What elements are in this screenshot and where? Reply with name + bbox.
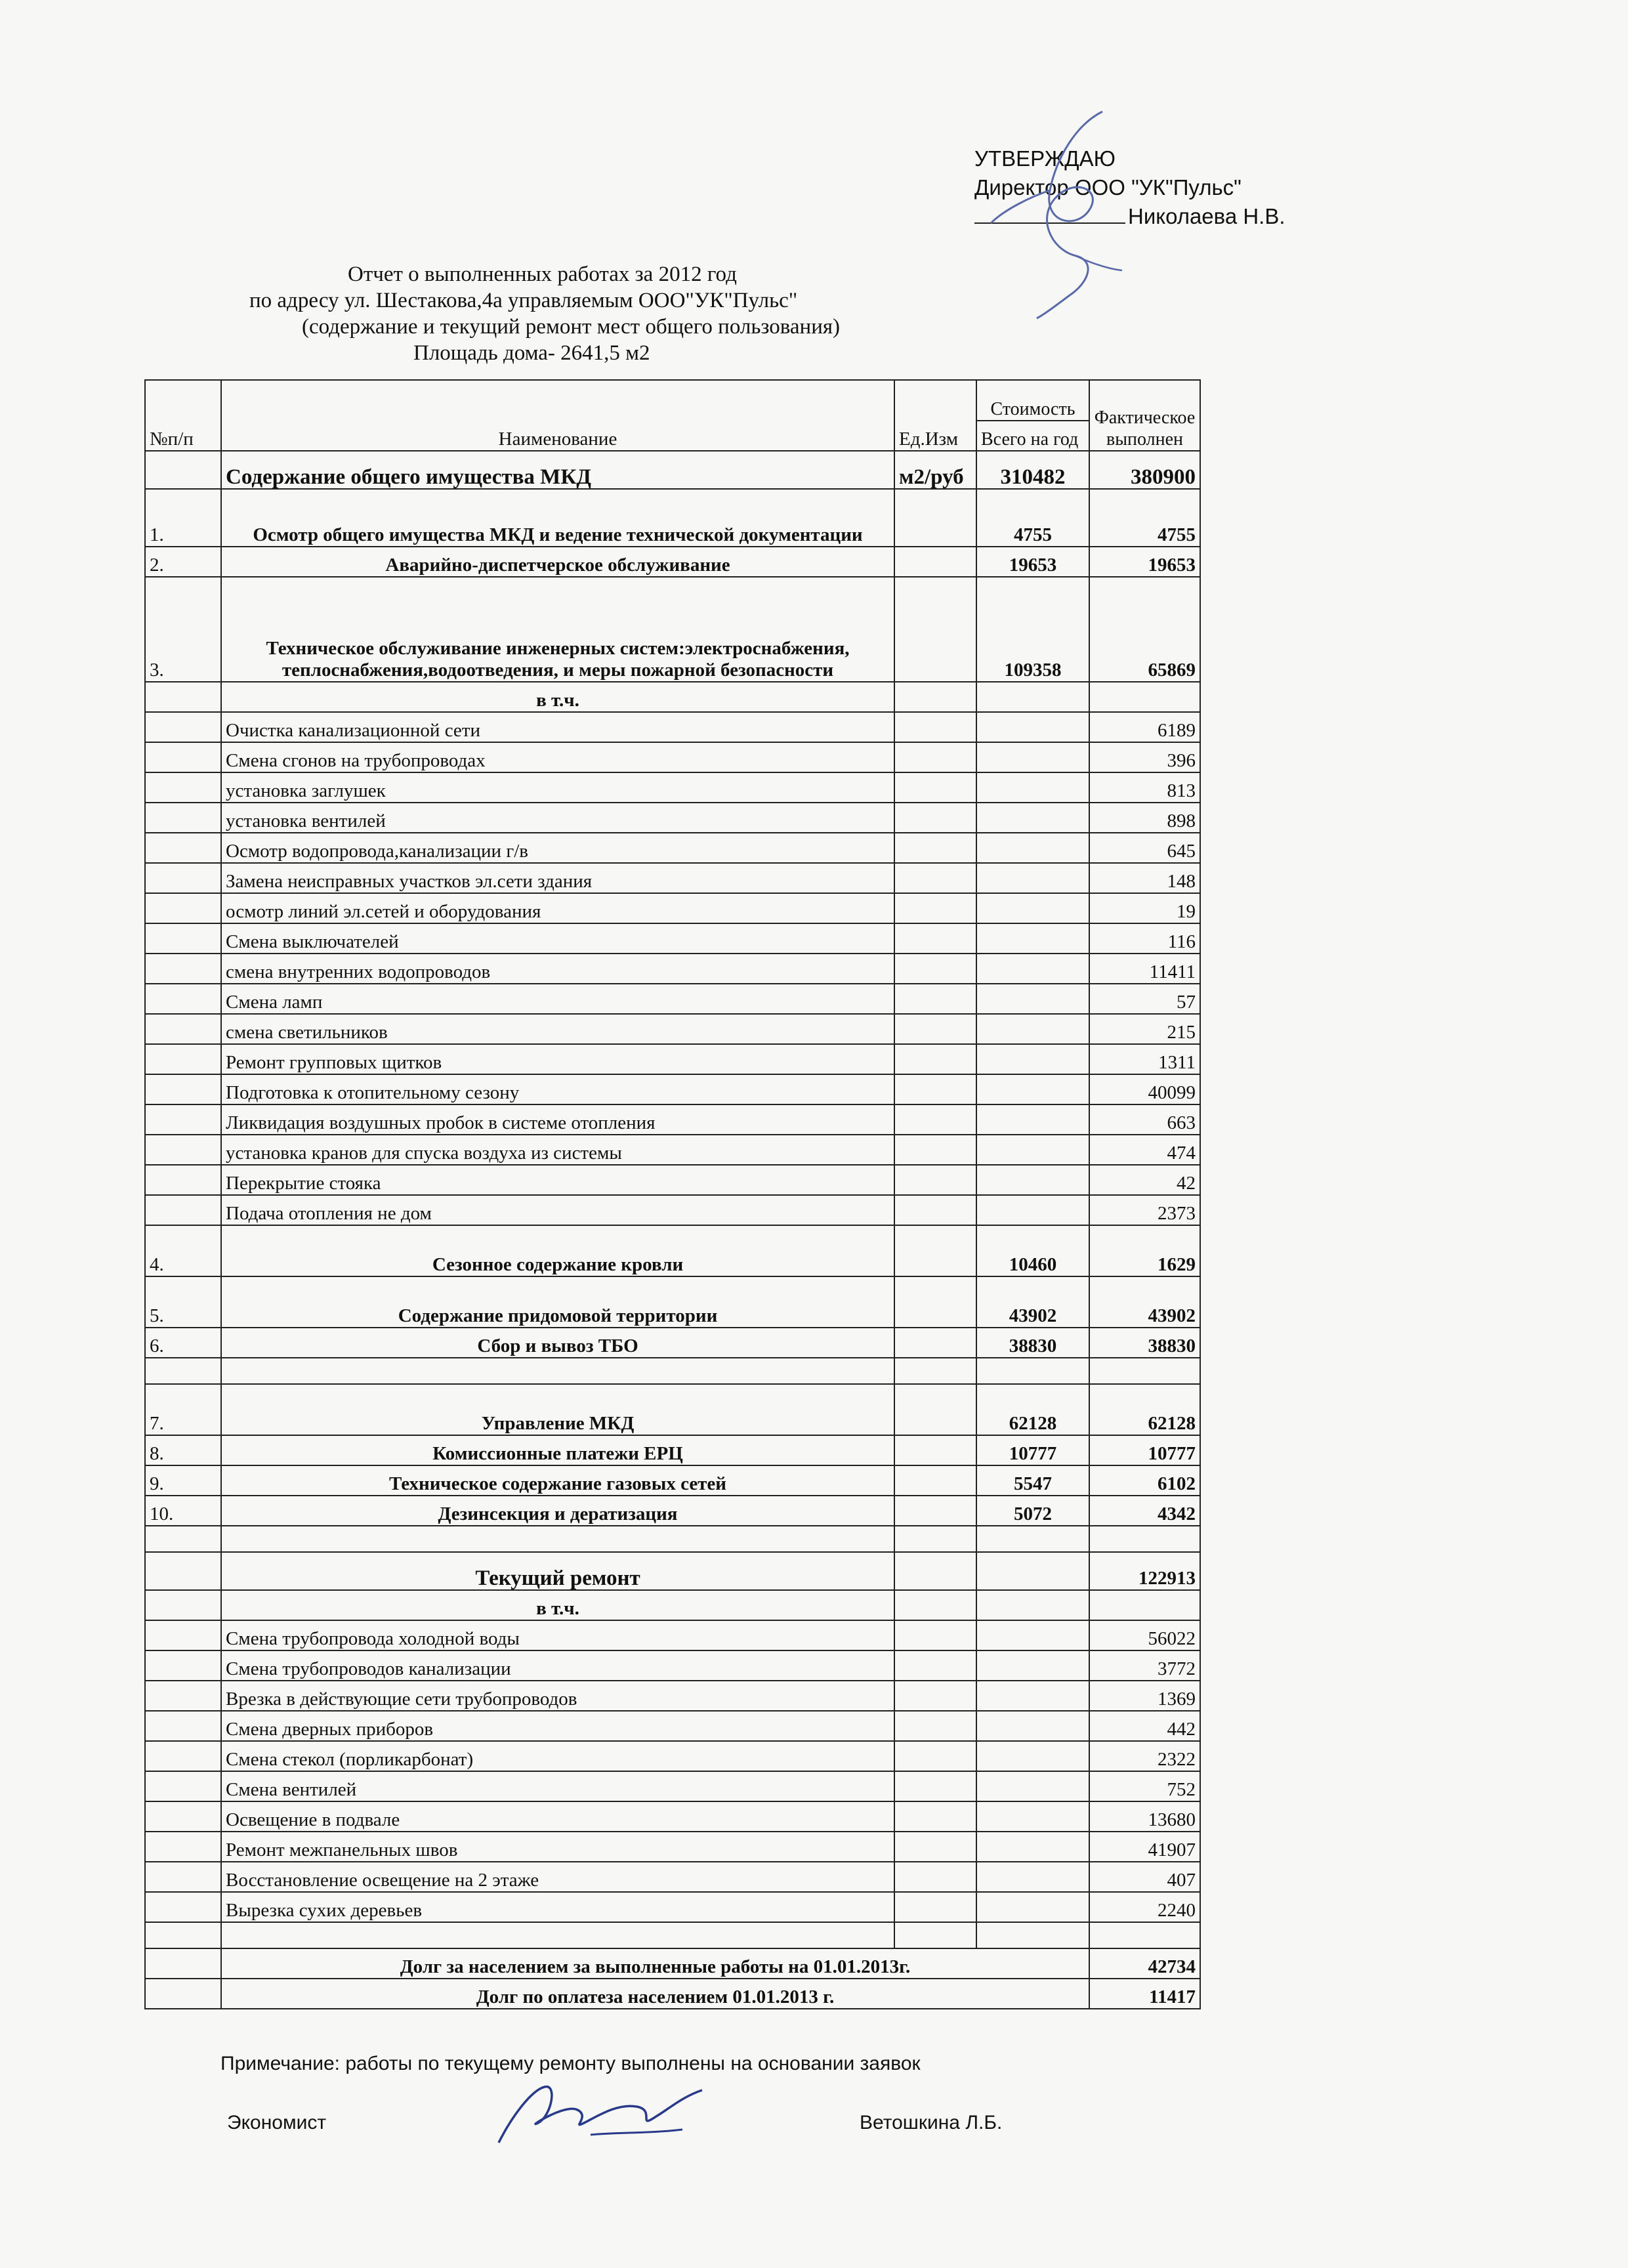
sub-item-unit — [894, 742, 976, 772]
sub-item-fact: 1369 — [1089, 1681, 1200, 1711]
header-cost: Стоимость — [976, 380, 1089, 421]
sub-item-num — [145, 1135, 221, 1165]
item-row — [145, 1276, 1200, 1328]
item-unit — [894, 1496, 976, 1526]
item-fact: 19653 — [1089, 547, 1200, 577]
debt-name: Долг по оплатеза населением 01.01.2013 г. — [221, 1979, 1089, 2009]
item-fact: 4755 — [1089, 489, 1200, 547]
item-num: 1. — [145, 489, 221, 547]
signoff-name: Ветошкина Л.Б. — [860, 2112, 1003, 2133]
sub-item-fact: 1311 — [1089, 1044, 1200, 1074]
sub-item-num — [145, 1074, 221, 1104]
sub-item-row — [145, 712, 1200, 742]
sub-item-name: Смена вентилей — [221, 1771, 894, 1801]
sub-item-name: Ремонт межпанельных швов — [221, 1832, 894, 1862]
item-fact: 6102 — [1089, 1465, 1200, 1496]
item-name: Комиссионные платежи ЕРЦ — [221, 1435, 894, 1465]
item-row — [145, 1225, 1200, 1276]
sub-item-fact: 41907 — [1089, 1832, 1200, 1862]
item-unit — [894, 547, 976, 577]
item-name: Управление МКД — [221, 1384, 894, 1435]
sub-item-plan — [976, 1711, 1089, 1741]
item-fact: 65869 — [1089, 577, 1200, 682]
sub-item-unit — [894, 863, 976, 893]
blank-cell — [221, 1358, 894, 1384]
item-name: Аварийно-диспетчерское обслуживание — [221, 547, 894, 577]
sub-item-num — [145, 984, 221, 1014]
sub-item-fact: 148 — [1089, 863, 1200, 893]
item-name: Техническое обслуживание инженерных систем:электроснабжения, теплоснабжения,водоотведения, и меры пожарной безопасности — [221, 577, 894, 682]
item-num: 2. — [145, 547, 221, 577]
sub-item-name: Подача отопления не дом — [221, 1195, 894, 1225]
sub-item-row — [145, 1832, 1200, 1862]
sub-item-name: Смена сгонов на трубопроводах — [221, 742, 894, 772]
sub-item-row — [145, 1074, 1200, 1104]
sub-item-unit — [894, 1832, 976, 1862]
sub-item-plan — [976, 984, 1089, 1014]
sub-item-fact: 3772 — [1089, 1650, 1200, 1681]
sub-item-name: Врезка в действующие сети трубопроводов — [221, 1681, 894, 1711]
incl-plan — [976, 682, 1089, 712]
sub-item-row — [145, 1650, 1200, 1681]
sub-item-unit — [894, 923, 976, 954]
sub-item-unit — [894, 1014, 976, 1044]
blank-cell — [1089, 1358, 1200, 1384]
item-plan: 62128 — [976, 1384, 1089, 1435]
sub-item-fact: 645 — [1089, 833, 1200, 863]
sub-item-num — [145, 863, 221, 893]
director-signature — [978, 98, 1129, 322]
sub-item-num — [145, 1650, 221, 1681]
sub-item-name: Освещение в подвале — [221, 1801, 894, 1832]
sub-item-name: Вырезка сухих деревьев — [221, 1892, 894, 1922]
item-fact: 10777 — [1089, 1435, 1200, 1465]
blank-cell — [894, 1526, 976, 1552]
sub-item-num — [145, 1801, 221, 1832]
sub-item-unit — [894, 772, 976, 803]
sub-item-name: Восстановление освещение на 2 этаже — [221, 1862, 894, 1892]
sub-item-unit — [894, 1044, 976, 1074]
sub-item-plan — [976, 1892, 1089, 1922]
sub-item-name: Подготовка к отопительному сезону — [221, 1074, 894, 1104]
sub-item-unit — [894, 1771, 976, 1801]
header-plan: Всего на год — [976, 421, 1089, 451]
item-unit — [894, 577, 976, 682]
blank-row — [145, 1358, 1200, 1384]
sub-item-unit — [894, 893, 976, 923]
item-plan: 109358 — [976, 577, 1089, 682]
item-plan: 38830 — [976, 1328, 1089, 1358]
sub-item-fact: 57 — [1089, 984, 1200, 1014]
item-row — [145, 1328, 1200, 1358]
sub-item-name: Смена ламп — [221, 984, 894, 1014]
sub-item-unit — [894, 1892, 976, 1922]
sub-item-num — [145, 1620, 221, 1650]
item-name: Содержание придомовой территории — [221, 1276, 894, 1328]
sub-item-row — [145, 1801, 1200, 1832]
sub-item-unit — [894, 1620, 976, 1650]
sub-item-unit — [894, 1741, 976, 1771]
item-name: Дезинсекция и дератизация — [221, 1496, 894, 1526]
item-plan: 10777 — [976, 1435, 1089, 1465]
approval-position: Директор ООО "УК"Пульс" — [974, 175, 1242, 200]
incl-num — [145, 682, 221, 712]
main-row-unit: м2/руб — [894, 451, 976, 489]
approval-title: УТВЕРЖДАЮ — [974, 146, 1116, 171]
sub-item-plan — [976, 803, 1089, 833]
item-row — [145, 1465, 1200, 1496]
sub-item-plan — [976, 1650, 1089, 1681]
blank-cell — [976, 1358, 1089, 1384]
sub-item-name: Смена дверных приборов — [221, 1711, 894, 1741]
sub-item-fact: 663 — [1089, 1104, 1200, 1135]
economist-signature — [486, 2077, 709, 2149]
sub-item-row — [145, 742, 1200, 772]
header-fact: Фактическое выполнен — [1089, 380, 1200, 451]
sub-item-name: Смена стекол (порликарбонат) — [221, 1741, 894, 1771]
incl-unit — [894, 1590, 976, 1620]
sub-item-row — [145, 1620, 1200, 1650]
table-header-row-1 — [145, 380, 1200, 421]
incl-plan — [976, 1590, 1089, 1620]
sub-item-row — [145, 1044, 1200, 1074]
sub-item-row — [145, 833, 1200, 863]
blank-cell — [221, 1526, 894, 1552]
sub-item-unit — [894, 1681, 976, 1711]
sub-item-row — [145, 1195, 1200, 1225]
sub-item-unit — [894, 984, 976, 1014]
signoff-position: Экономист — [227, 2112, 327, 2133]
sub-item-row — [145, 1681, 1200, 1711]
sub-item-plan — [976, 1104, 1089, 1135]
report-area: Площадь дома- 2641,5 м2 — [413, 341, 650, 365]
sub-item-row — [145, 1165, 1200, 1195]
sub-item-fact: 215 — [1089, 1014, 1200, 1044]
item-unit — [894, 1328, 976, 1358]
blank-cell — [976, 1922, 1089, 1948]
sub-item-name: Смена выключателей — [221, 923, 894, 954]
sub-item-plan — [976, 1135, 1089, 1165]
sub-item-plan — [976, 742, 1089, 772]
sub-item-num — [145, 1771, 221, 1801]
debt-num — [145, 1979, 221, 2009]
item-name: Осмотр общего имущества МКД и ведение технической документации — [221, 489, 894, 547]
sub-item-plan — [976, 1014, 1089, 1044]
sub-item-num — [145, 1165, 221, 1195]
sub-item-plan — [976, 1195, 1089, 1225]
sub-item-name: установка кранов для спуска воздуха из системы — [221, 1135, 894, 1165]
incl-label: в т.ч. — [221, 1590, 894, 1620]
sub-item-fact: 40099 — [1089, 1074, 1200, 1104]
item-unit — [894, 1465, 976, 1496]
sub-item-num — [145, 1681, 221, 1711]
sub-item-unit — [894, 1165, 976, 1195]
sub-item-plan — [976, 833, 1089, 863]
main-row-fact: 380900 — [1089, 451, 1200, 489]
item-num: 3. — [145, 577, 221, 682]
item-num: 9. — [145, 1465, 221, 1496]
sub-item-name: Замена неисправных участков эл.сети здания — [221, 863, 894, 893]
sub-item-name: Смена трубопроводов канализации — [221, 1650, 894, 1681]
debt-num — [145, 1948, 221, 1979]
repair-plan — [976, 1552, 1089, 1590]
repair-fact: 122913 — [1089, 1552, 1200, 1590]
report-table — [144, 379, 1201, 2009]
repair-name: Текущий ремонт — [221, 1552, 894, 1590]
sub-item-name: Осмотр водопровода,канализации г/в — [221, 833, 894, 863]
sub-item-row — [145, 1862, 1200, 1892]
header-name: Наименование — [221, 380, 894, 451]
header-num: №п/п — [145, 380, 221, 451]
item-unit — [894, 1384, 976, 1435]
sub-item-num — [145, 954, 221, 984]
sub-item-row — [145, 954, 1200, 984]
sub-item-name: Ликвидация воздушных пробок в системе отопления — [221, 1104, 894, 1135]
footnote: Примечание: работы по текущему ремонту выполнены на основании заявок — [220, 2053, 921, 2074]
sub-item-row — [145, 923, 1200, 954]
sub-item-fact: 407 — [1089, 1862, 1200, 1892]
report-address: по адресу ул. Шестакова,4а управляемым ООО"УК"Пульс" — [249, 289, 798, 312]
sub-item-unit — [894, 1135, 976, 1165]
item-name: Сезонное содержание кровли — [221, 1225, 894, 1276]
item-plan: 5547 — [976, 1465, 1089, 1496]
sub-item-num — [145, 803, 221, 833]
approval-name: Николаева Н.В. — [1128, 204, 1285, 228]
blank-cell — [145, 1922, 221, 1948]
sub-item-name: Смена трубопровода холодной воды — [221, 1620, 894, 1650]
sub-item-fact: 2373 — [1089, 1195, 1200, 1225]
item-unit — [894, 489, 976, 547]
sub-item-num — [145, 893, 221, 923]
item-fact: 62128 — [1089, 1384, 1200, 1435]
blank-cell — [145, 1526, 221, 1552]
sub-item-num — [145, 833, 221, 863]
item-plan: 5072 — [976, 1496, 1089, 1526]
blank-cell — [221, 1922, 894, 1948]
sub-item-num — [145, 1104, 221, 1135]
item-name: Техническое содержание газовых сетей — [221, 1465, 894, 1496]
main-row — [145, 451, 1200, 489]
sub-item-plan — [976, 1074, 1089, 1104]
blank-cell — [1089, 1526, 1200, 1552]
sub-item-fact: 442 — [1089, 1711, 1200, 1741]
item-plan: 4755 — [976, 489, 1089, 547]
blank-cell — [894, 1922, 976, 1948]
sub-item-num — [145, 742, 221, 772]
item-num: 7. — [145, 1384, 221, 1435]
item-row — [145, 1435, 1200, 1465]
report-header — [249, 261, 840, 366]
sub-item-unit — [894, 1862, 976, 1892]
main-row-plan: 310482 — [976, 451, 1089, 489]
debt-name: Долг за населением за выполненные работы на 01.01.2013г. — [221, 1948, 1089, 1979]
sub-item-plan — [976, 954, 1089, 984]
item-name: Сбор и вывоз ТБО — [221, 1328, 894, 1358]
sub-item-unit — [894, 1074, 976, 1104]
sub-item-num — [145, 1044, 221, 1074]
item-num: 10. — [145, 1496, 221, 1526]
item-row — [145, 489, 1200, 547]
sub-item-plan — [976, 772, 1089, 803]
item-num: 4. — [145, 1225, 221, 1276]
blank-row — [145, 1526, 1200, 1552]
sub-item-num — [145, 1741, 221, 1771]
sub-item-name: смена внутренних водопроводов — [221, 954, 894, 984]
sub-item-plan — [976, 863, 1089, 893]
blank-cell — [1089, 1922, 1200, 1948]
sub-item-unit — [894, 803, 976, 833]
incl-row — [145, 1590, 1200, 1620]
incl-label: в т.ч. — [221, 682, 894, 712]
sub-item-num — [145, 772, 221, 803]
sub-item-plan — [976, 893, 1089, 923]
sub-item-plan — [976, 1044, 1089, 1074]
debt-fact: 42734 — [1089, 1948, 1200, 1979]
sub-item-fact: 2322 — [1089, 1741, 1200, 1771]
sub-item-unit — [894, 1195, 976, 1225]
sub-item-row — [145, 772, 1200, 803]
sub-item-fact: 42 — [1089, 1165, 1200, 1195]
sub-item-plan — [976, 1681, 1089, 1711]
sub-item-name: смена светильников — [221, 1014, 894, 1044]
sub-item-num — [145, 1862, 221, 1892]
sub-item-num — [145, 1711, 221, 1741]
sub-item-name: установка заглушек — [221, 772, 894, 803]
sub-item-fact: 474 — [1089, 1135, 1200, 1165]
sub-item-row — [145, 1892, 1200, 1922]
sub-item-plan — [976, 1801, 1089, 1832]
debt-fact: 11417 — [1089, 1979, 1200, 2009]
debt-row — [145, 1979, 1200, 2009]
sub-item-row — [145, 1711, 1200, 1741]
sub-item-row — [145, 984, 1200, 1014]
item-fact: 1629 — [1089, 1225, 1200, 1276]
sub-item-unit — [894, 833, 976, 863]
sub-item-unit — [894, 1650, 976, 1681]
sub-item-fact: 6189 — [1089, 712, 1200, 742]
blank-cell — [976, 1526, 1089, 1552]
sub-item-plan — [976, 712, 1089, 742]
repair-row — [145, 1552, 1200, 1590]
sub-item-fact: 396 — [1089, 742, 1200, 772]
report-scope: (содержание и текущий ремонт мест общего пользования) — [302, 315, 841, 339]
sub-item-row — [145, 1014, 1200, 1044]
sub-item-row — [145, 803, 1200, 833]
item-num: 5. — [145, 1276, 221, 1328]
sub-item-unit — [894, 712, 976, 742]
item-unit — [894, 1435, 976, 1465]
item-row — [145, 1496, 1200, 1526]
sub-item-unit — [894, 1711, 976, 1741]
sub-item-num — [145, 1832, 221, 1862]
sub-item-name: установка вентилей — [221, 803, 894, 833]
item-row — [145, 1384, 1200, 1435]
sub-item-row — [145, 1104, 1200, 1135]
sub-item-name: осмотр линий эл.сетей и оборудования — [221, 893, 894, 923]
item-fact: 38830 — [1089, 1328, 1200, 1358]
header-unit: Ед.Изм — [894, 380, 976, 451]
item-fact: 4342 — [1089, 1496, 1200, 1526]
sub-item-fact: 752 — [1089, 1771, 1200, 1801]
item-plan: 19653 — [976, 547, 1089, 577]
sub-item-fact: 116 — [1089, 923, 1200, 954]
sub-item-plan — [976, 1862, 1089, 1892]
item-plan: 10460 — [976, 1225, 1089, 1276]
sub-item-unit — [894, 1801, 976, 1832]
item-num: 6. — [145, 1328, 221, 1358]
item-row — [145, 547, 1200, 577]
report-title: Отчет о выполненных работах за 2012 год — [348, 262, 737, 286]
item-num: 8. — [145, 1435, 221, 1465]
sub-item-fact: 11411 — [1089, 954, 1200, 984]
sub-item-name: Перекрытие стояка — [221, 1165, 894, 1195]
blank-row — [145, 1922, 1200, 1948]
sub-item-fact: 19 — [1089, 893, 1200, 923]
sub-item-row — [145, 1135, 1200, 1165]
sub-item-num — [145, 1014, 221, 1044]
sub-item-unit — [894, 1104, 976, 1135]
blank-cell — [894, 1358, 976, 1384]
incl-unit — [894, 682, 976, 712]
sub-item-name: Очистка канализационной сети — [221, 712, 894, 742]
repair-num — [145, 1552, 221, 1590]
item-fact: 43902 — [1089, 1276, 1200, 1328]
repair-unit — [894, 1552, 976, 1590]
incl-fact — [1089, 1590, 1200, 1620]
item-unit — [894, 1276, 976, 1328]
sub-item-fact: 813 — [1089, 772, 1200, 803]
sub-item-num — [145, 712, 221, 742]
sub-item-row — [145, 1741, 1200, 1771]
sub-item-row — [145, 893, 1200, 923]
blank-cell — [145, 1358, 221, 1384]
incl-num — [145, 1590, 221, 1620]
sub-item-plan — [976, 1165, 1089, 1195]
item-plan: 43902 — [976, 1276, 1089, 1328]
sub-item-fact: 2240 — [1089, 1892, 1200, 1922]
sub-item-fact: 13680 — [1089, 1801, 1200, 1832]
sub-item-num — [145, 1892, 221, 1922]
debt-row — [145, 1948, 1200, 1979]
item-unit — [894, 1225, 976, 1276]
sub-item-plan — [976, 1771, 1089, 1801]
sub-item-plan — [976, 923, 1089, 954]
sub-item-fact: 56022 — [1089, 1620, 1200, 1650]
sub-item-plan — [976, 1832, 1089, 1862]
item-row — [145, 577, 1200, 682]
incl-fact — [1089, 682, 1200, 712]
sub-item-unit — [894, 954, 976, 984]
main-row-name: Содержание общего имущества МКД — [221, 451, 894, 489]
sub-item-row — [145, 1771, 1200, 1801]
sub-item-plan — [976, 1741, 1089, 1771]
sub-item-name: Ремонт групповых щитков — [221, 1044, 894, 1074]
sub-item-plan — [976, 1620, 1089, 1650]
incl-row — [145, 682, 1200, 712]
sub-item-fact: 898 — [1089, 803, 1200, 833]
sub-item-num — [145, 1195, 221, 1225]
sub-item-num — [145, 923, 221, 954]
sub-item-row — [145, 863, 1200, 893]
